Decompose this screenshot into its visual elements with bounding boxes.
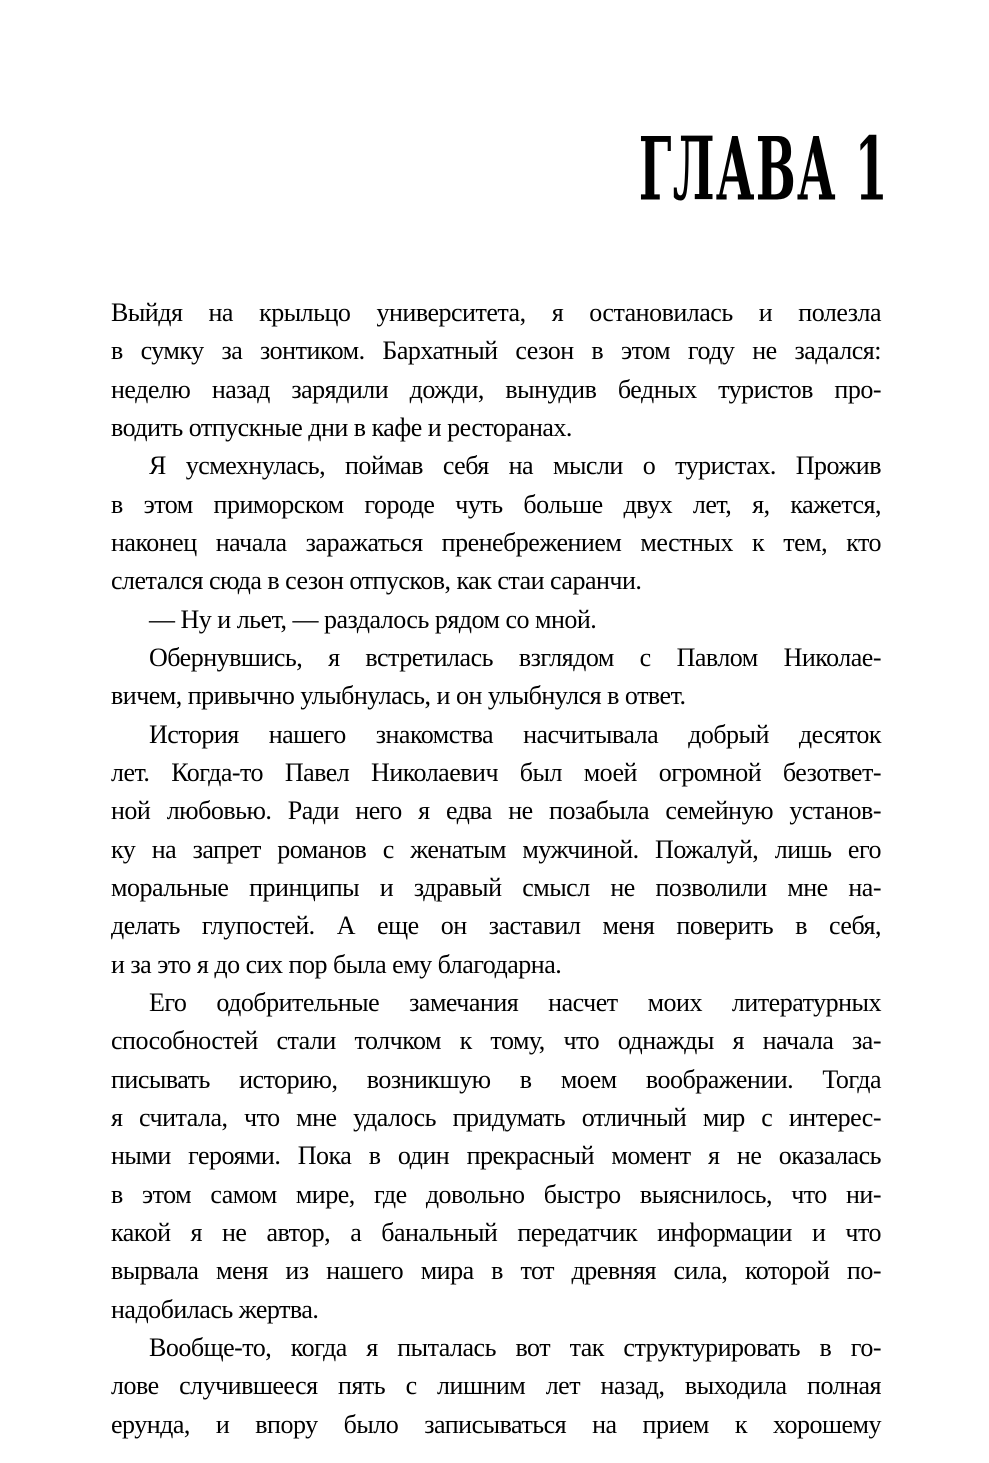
text-line: неделю назад зарядили дожди, вынудив бедных туристов про- bbox=[111, 374, 881, 404]
text-line: писывать историю, возникшую в моем воображении. Тогда bbox=[111, 1064, 881, 1094]
text-line: слетался сюда в сезон отпусков, как стаи саранчи. bbox=[111, 566, 642, 596]
text-line: Выйдя на крыльцо университета, я остановилась и полезла bbox=[111, 298, 881, 327]
text-line: в этом приморском городе чуть больше двух лет, я, кажется, bbox=[111, 489, 881, 519]
paragraph bbox=[111, 294, 881, 447]
paragraph bbox=[111, 601, 881, 639]
text-line: способностей стали толчком к тому, что однажды я начала за- bbox=[111, 1026, 881, 1056]
text-line: Обернувшись, я встретилась взглядом с Павлом Николае- bbox=[149, 642, 881, 672]
text-line: вырвала меня из нашего мира в тот древняя сила, которой по- bbox=[111, 1256, 881, 1286]
text-line: ку на запрет романов с женатым мужчиной. Пожалуй, лишь его bbox=[111, 834, 881, 864]
text-line: моральные принципы и здравый смысл не позволили мне на- bbox=[111, 872, 881, 902]
text-line: в сумку за зонтиком. Бархатный сезон в этом году не задался: bbox=[111, 336, 881, 366]
text-line: водить отпускные дни в кафе и ресторанах. bbox=[111, 412, 572, 442]
text-line: — Ну и льет, — раздалось рядом со мной. bbox=[149, 604, 597, 634]
text-line: Я усмехнулась, поймав себя на мысли о туристах. Прожив bbox=[149, 451, 881, 481]
text-line: История нашего знакомства насчитывала добрый десяток bbox=[149, 719, 881, 749]
text-line: и за это я до сих пор была ему благодарна. bbox=[111, 949, 562, 979]
paragraph bbox=[111, 984, 881, 1329]
text-line: вичем, привычно улыбнулась, и он улыбнулся в ответ. bbox=[111, 681, 686, 711]
text-line: ными героями. Пока в один прекрасный момент я не оказалась bbox=[111, 1141, 881, 1171]
text-line: надобилась жертва. bbox=[111, 1294, 319, 1324]
chapter-heading: ГЛАВА 1 bbox=[638, 119, 889, 221]
page-text bbox=[111, 294, 881, 1444]
text-line: Вообще-то, когда я пыталась вот так структурировать в го- bbox=[149, 1332, 881, 1362]
text-line: какой я не автор, а банальный передатчик информации и что bbox=[111, 1217, 881, 1247]
text-line: лет. Когда-то Павел Николаевич был моей огромной безответ- bbox=[111, 757, 881, 787]
paragraph bbox=[111, 639, 881, 716]
paragraph bbox=[111, 1329, 881, 1444]
text-line: наконец начала заражаться пренебрежением местных к тем, кто bbox=[111, 527, 881, 557]
text-line: лове случившееся пять с лишним лет назад, выходила полная bbox=[111, 1371, 881, 1401]
text-line: делать глупостей. А еще он заставил меня поверить в себя, bbox=[111, 911, 881, 941]
text-line: ной любовью. Ради него я едва не позабыла семейную установ- bbox=[111, 796, 881, 826]
text-line: в этом самом мире, где довольно быстро выяснилось, что ни- bbox=[111, 1179, 881, 1209]
paragraph bbox=[111, 716, 881, 984]
text-line: Его одобрительные замечания насчет моих литературных bbox=[149, 987, 881, 1017]
text-line: ерунда, и впору было записываться на прием к хорошему bbox=[111, 1409, 881, 1439]
paragraph bbox=[111, 447, 881, 600]
text-line: я считала, что мне удалось придумать отличный мир с интерес- bbox=[111, 1102, 881, 1132]
